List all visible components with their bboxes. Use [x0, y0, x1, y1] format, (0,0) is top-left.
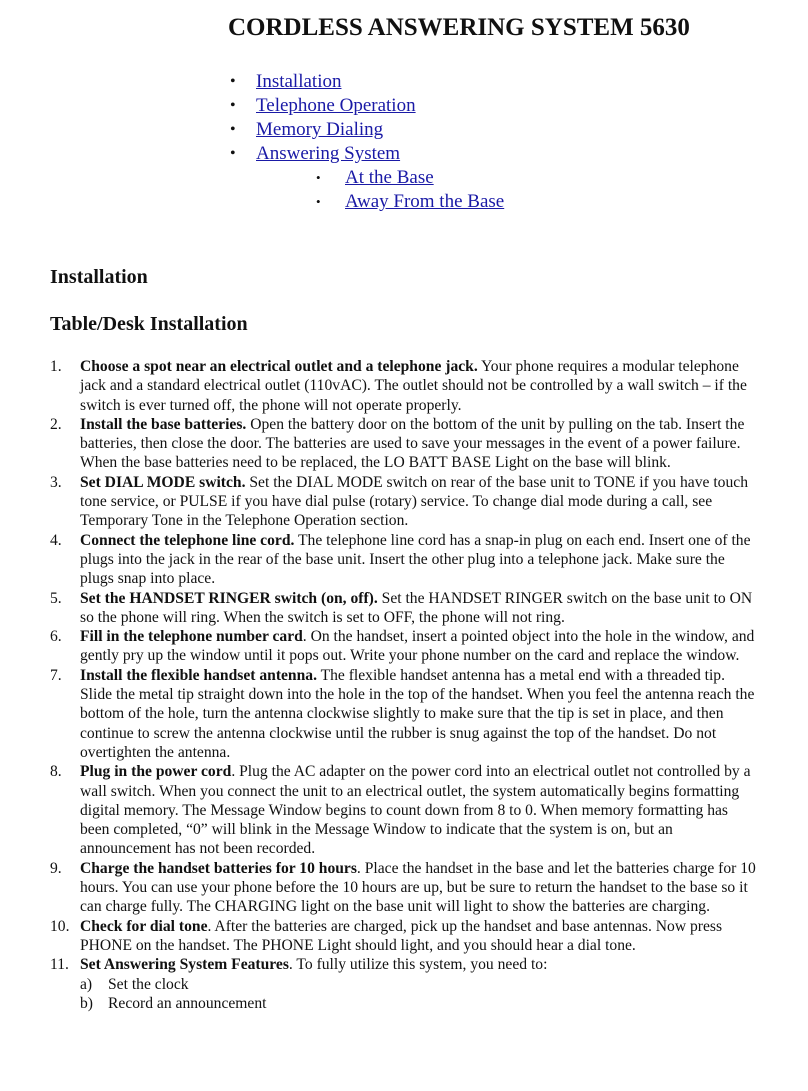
sub-step-text: Set the clock — [108, 975, 189, 993]
step-heading: Install the base batteries. — [80, 415, 247, 433]
toc-item-answering-system — [230, 142, 400, 166]
step-text: . Place the handset in the base and let the batteries charge for 10 hours. You can use your phone before the 10 hours are up, but be sure to return the handset to the base so it can charge fully. The CHARGING light on the base unit will light to show the batteries are charging. — [80, 859, 756, 916]
sub-step-letter: a) — [80, 975, 93, 993]
toc-item-away-from-the-base — [316, 190, 504, 214]
step-text: Set the DIAL MODE switch on rear of the base unit to TONE if you have touch tone service, or PULSE if you have dial pulse (rotary) service. To change dial mode during a call, see Temporary Tone in the Telephone Operation section. — [80, 473, 748, 530]
sub-step-letter: b) — [80, 994, 93, 1012]
step-heading: Set DIAL MODE switch. — [80, 473, 246, 491]
step-number: 7. — [50, 666, 62, 684]
step-text: . Plug the AC adapter on the power cord into an electrical outlet not controlled by a wall switch. When you connect the unit to an electrical outlet, the system automatically begins formatting digital memory. The Message Window begins to count down from 8 to 0. When memory formatting has been completed, “0” will blink in the Message Window to indicate that the system is on, but an announcement has not been recorded. — [80, 763, 751, 858]
step-text: The flexible handset antenna has a metal end with a threaded tip. Slide the metal tip straight down into the hole in the top of the handset. When you feel the antenna reach the bottom of the hole, turn the antenna clockwise slightly to make sure that the tip is set in place, and then continue to screw the antenna clockwise until the rubber is snug against the top of the handset. Do not overtighten the antenna. — [80, 666, 755, 761]
bullet-icon: • — [316, 194, 321, 209]
step-heading: Choose a spot near an electrical outlet and a telephone jack. — [80, 358, 478, 375]
step-number: 10. — [50, 917, 70, 935]
bullet-icon: • — [230, 145, 236, 162]
list-item — [0, 415, 808, 473]
step-text: The telephone line cord has a snap-in plug on each end. Insert one of the plugs into the jack in the rear of the base unit. Insert the other plug into a telephone jack. Make sure the plugs snap into place. — [80, 531, 751, 588]
list-item — [0, 473, 808, 531]
list-item — [0, 917, 808, 956]
step-number: 9. — [50, 859, 62, 877]
bullet-icon: • — [230, 73, 236, 90]
list-item — [0, 357, 808, 415]
step-text: Your phone requires a modular telephone jack and a standard electrical outlet (110vAC). The outlet should not be controlled by a wall switch – if the switch is ever turned off, the phone will not operate properly. — [80, 358, 747, 414]
step-number: 8. — [50, 763, 62, 781]
step-text: Set the HANDSET RINGER switch on the base unit to ON so the phone will ring. When the switch is set to OFF, the phone will not ring. — [80, 589, 753, 626]
toc-item-installation — [230, 70, 341, 94]
step-heading: Set Answering System Features — [80, 956, 289, 974]
step-number: 1. — [50, 358, 62, 375]
toc-item-telephone-operation — [230, 94, 416, 118]
section-heading-installation: Installation — [50, 266, 148, 288]
step-text: . On the handset, insert a pointed object into the hole in the window, and gently pry up the window until it pops out. Write your phone number on the card and replace the window. — [80, 628, 755, 665]
list-item — [0, 955, 808, 974]
step-heading: Fill in the telephone number card — [80, 628, 303, 646]
step-number: 4. — [50, 531, 62, 549]
toc-link-installation[interactable]: Installation — [256, 71, 342, 92]
toc-link-memory-dialing[interactable]: Memory Dialing — [256, 119, 384, 140]
list-item — [0, 589, 808, 628]
step-number: 5. — [50, 589, 62, 607]
sub-step-text: Record an announcement — [108, 994, 267, 1012]
toc-link-away-from-the-base[interactable]: Away From the Base — [345, 191, 505, 212]
toc-link-telephone-operation[interactable]: Telephone Operation — [256, 95, 416, 116]
step-text: . To fully utilize this system, you need to: — [288, 956, 548, 974]
toc-item-at-the-base — [316, 166, 434, 190]
step-heading: Check for dial tone — [80, 917, 208, 935]
step-text: Open the battery door on the bottom of the unit by pulling on the tab. Insert the batteries, then close the door. The batteries are used to save your messages in the event of a power failure. When the base batteries need to be replaced, the LO BATT BASE Light on the base will blink. — [80, 415, 745, 472]
step-text: . After the batteries are charged, pick up the handset and base antennas. Now press PHONE on the handset. The PHONE Light should light, and you should hear a dial tone. — [80, 917, 723, 954]
step-number: 11. — [50, 956, 69, 974]
sub-list-item — [0, 975, 808, 994]
toc-link-answering-system[interactable]: Answering System — [256, 143, 401, 164]
list-item — [0, 531, 808, 589]
list-item — [0, 859, 808, 917]
step-heading: Plug in the power cord — [80, 763, 232, 781]
step-number: 2. — [50, 415, 62, 433]
section-heading-table-desk: Table/Desk Installation — [50, 313, 248, 335]
step-heading: Set the HANDSET RINGER switch (on, off). — [80, 589, 378, 607]
step-heading: Connect the telephone line cord. — [80, 531, 295, 549]
step-heading: Charge the handset batteries for 10 hours — [80, 859, 357, 877]
step-number: 6. — [50, 628, 62, 646]
sub-list-item — [0, 994, 808, 1013]
bullet-icon: • — [230, 121, 236, 138]
document-title: CORDLESS ANSWERING SYSTEM 5630 — [228, 14, 690, 41]
list-item — [0, 762, 808, 858]
bullet-icon: • — [316, 170, 321, 185]
bullet-icon: • — [230, 97, 236, 114]
installation-steps-list — [0, 357, 808, 1013]
toc-link-at-the-base[interactable]: At the Base — [345, 167, 434, 188]
toc-item-memory-dialing — [230, 118, 383, 142]
list-item — [0, 627, 808, 666]
step-heading: Install the flexible handset antenna. — [80, 666, 317, 684]
step-number: 3. — [50, 473, 62, 491]
list-item — [0, 666, 808, 762]
